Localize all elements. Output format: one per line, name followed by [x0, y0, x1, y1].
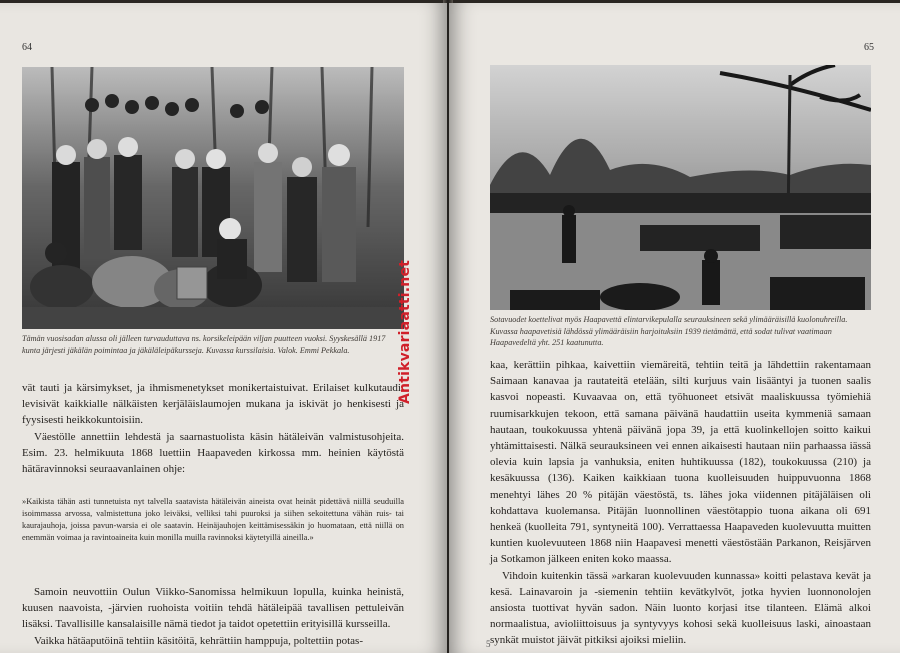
left-body-top: [22, 380, 404, 477]
quoted-instruction: »Kaikista tähän asti tunnetuista nyt talvella saatavista hätäleivän aineista ovat heinät pidettävä niillä seuduilla isoimmassa arvossa, valmistettuna joko leiväksi, velliksi tahi puuroksi ja siihen sekoitettuna vähän ruis- tai kaurajauhoja, joissa pavun-warsia ei ole saatavin. Heinäjauhojen keittämisessäkin jo huomataan, että niillä on enemmän voimaa ja ravintoaineita kuin monilla muilla ravinnoksi käytetyillä aineilla.»: [22, 497, 404, 542]
watermark: [390, 244, 420, 404]
paragraph: Samoin neuvottiin Oulun Viikko-Sanomissa helmikuun lopulla, kuinka heinistä, kuusen naavoista, -järvien ruohoista voitiin tehdä hätäleipää tavallisen pettuleivän lisäksi. Tavallisille kansalaisille nämä tiedot ja taidot opetettiin erityisillä kursseilla.: [22, 586, 404, 631]
paragraph: vät tauti ja kärsimykset, ja ihmismenetykset monikertaistuivat. Erilaiset kulkutaudit levisivät kaikkialle nälkäisten kerjäläislaumojen mukana ja iskivät jo henkisesti ja fyysisesti heikkokuntoisiin.: [22, 382, 404, 427]
photo-bread-course: [22, 67, 404, 329]
photo-reservists: [490, 65, 871, 310]
watermark-text: Antikvariaatti.net: [397, 259, 413, 404]
photo-reservists-image: [490, 65, 871, 310]
photo-bread-course-image: [22, 67, 404, 329]
left-body-bottom: [22, 584, 404, 649]
paragraph: Vaikka hätäaputöinä tehtiin käsitöitä, kehrättiin hamppuja, poltettiin potas-: [34, 634, 364, 647]
page-bottom-mark: 5: [486, 639, 491, 649]
photo-caption-right: Sotavuodet koettelivat myös Haapavettä elintarvikepulalla seurauksineen sekä ylimääräisillä kuolonuhreilla. Kuvassa haapavetisiä lähdössä ylimääräisiin harjoituksiin 1939 tietämättä, että sodat tulivat vaatimaan Haapavedeltä yht. 251 kaatunutta.: [490, 315, 848, 347]
paragraph: Väestölle annettiin lehdestä ja saarnastuolista käsin hätäleivän valmistusohjeita. Esim. 23. helmikuuta 1868 luettiin Haapaveden kirkossa mm. heinien käytöstä hätäravinnoksi seuraavanlainen ohje:: [22, 430, 404, 476]
paragraph: Vihdoin kuitenkin tässä »arkaran kuolevuuden kunnassa» koitti pelastava kevät ja kesä. Lainavaroin ja -siemenin tehtiin kevätkylvöt, jotka hyvien luonnonolojen ansiosta tuottivat hyvän sadon. Näin luonto korjasi itse tilanteen. Elämä alkoi normaalistua, avioliittoisuus ja syntyvyys kohosi sekä kuolleisuus laski, ainoastaan synkät muistot jäivät pitkiksi ajoiksi mieliin.: [490, 569, 871, 647]
photo-caption-left: Tämän vuosisadan alussa oli jälleen turvauduttava ns. korsikeleipään viljan puutteen vuoksi. Syyskesällä 1917 kunta järjesti jäkälän poimintaa ja jäkäläleipäkursseja. Kuvassa kurssilaisia. Valok. Emmi Pekkala.: [22, 334, 386, 355]
right-body: [490, 357, 871, 649]
page-number-left: 64: [22, 42, 32, 53]
paragraph: kaa, kerättiin pihkaa, kaivettiin viemäreitä, tehtiin teitä ja lähdettiin rakentamaan Saimaan kanavaa ja rautateitä etelään, silti kurjuus vain lisääntyi ja tuonen saalis kasvoi nopeasti. Kuvaavaa on, että työhuoneet etsivät maaliskuussa työmiehiä ruumisarkkujen tekoon, että samana päivänä haudattiin useita kymmeniä samaan hautaan, toukokuussa yhtenä päivänä jopa 39, ja että kuolinkellojen soitto kaikui yhtämittaisesti. Nälkä seurauksineen vei ennen aikaisesti hautaan niin parhaassa iässä olevia kuin lapsia ja vanhuksia, eniten huhtikuussa (182), toukokuussa (210) ja kesäkuussa (136). Kaiken kaikkiaan tuona kuolleisuuden huippuvuonna 1868 menehtyi lähes 20 % pitäjän väestöstä, ts. lähes joka viidennen pitäjäläisen oli kohdattava kuolemansa. Pitäjän luonnollinen väestötappio tuona aikana oli 691 henkeä (kuolleita 791, syntyneitä 100). Verrattaessa Haapaveden kuolevuutta muitten kuntien kuolevuuteen 1868 niin Haapavesi menetti väestöstään Parkanon, Reisjärven ja Sotkamon jälkeen eniten koko maassa.: [490, 359, 871, 566]
page-number-right: 65: [864, 42, 874, 53]
